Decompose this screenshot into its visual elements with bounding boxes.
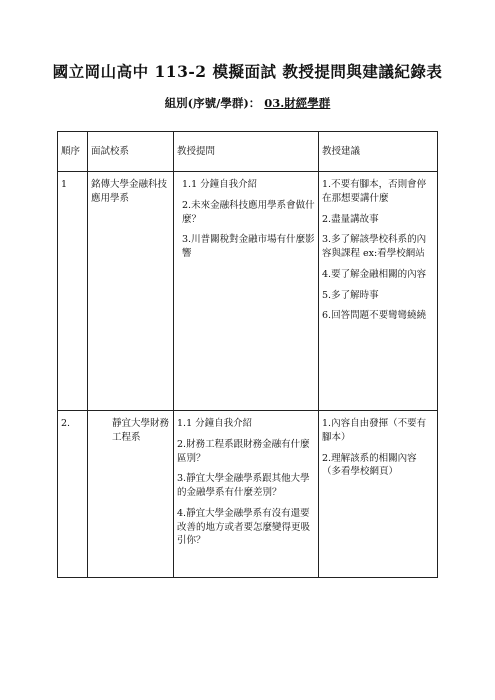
- header-questions: 教授提問: [174, 132, 319, 172]
- row-questions: [174, 172, 319, 411]
- question-item: 2.財務工程系跟財務金融有什麼區別？: [177, 438, 310, 464]
- advice-item: 6.回答問題不要彎彎繞繞: [322, 310, 427, 322]
- question-item: 1.1 分鐘自我介紹: [177, 418, 253, 429]
- row-advice: [319, 411, 438, 578]
- advice-item: 3.多了解該學校科系的內容與課程 ex:看學校網站: [322, 234, 427, 260]
- advice-item: 2.理解該系的相關內容（多看學校網頁）: [322, 452, 417, 478]
- table-row: [58, 411, 438, 578]
- header-order: 順序: [58, 132, 88, 172]
- advice-item: 1.不要有腳本，否則會停在那想要講什麼: [322, 179, 427, 204]
- header-advice: 教授建議: [319, 132, 438, 172]
- question-item: 4.靜宜大學金融學系有沒有還要改善的地方或者要怎麼變得更吸引你？: [177, 507, 311, 547]
- row-order: 2.: [58, 411, 88, 578]
- advice-item: 4.要了解金融相關的內容: [322, 268, 427, 280]
- group-label: 組別(序號/學群)：: [164, 96, 261, 110]
- header-school: 面試校系: [88, 132, 174, 172]
- row-order: 1: [58, 172, 88, 411]
- question-item: 3.川普關稅對金融市場有什麼影響: [182, 234, 315, 260]
- advice-item: 5.多了解時事: [322, 289, 379, 301]
- row-advice: [319, 172, 438, 411]
- header-row: [58, 132, 438, 172]
- row-school: 靜宜大學財務工程系: [88, 411, 174, 578]
- group-value: 03.財經學群: [264, 96, 331, 110]
- page-title: 國立岡山高中 113-2 模擬面試 教授提問與建議紀錄表: [52, 62, 443, 81]
- question-item: 2.未來金融科技應用學系會做什麼？: [182, 199, 315, 225]
- row-questions: [174, 411, 319, 578]
- advice-item: 1.內容自由發揮（不要有腳本）: [322, 418, 427, 443]
- table-row: [58, 172, 438, 411]
- question-item: 3.靜宜大學金融學系跟其他大學的金融學系有什麼差別？: [177, 473, 310, 499]
- advice-item: 2.盡量講故事: [322, 213, 379, 225]
- record-table: [57, 131, 438, 578]
- row-school: 銘傳大學金融科技應用學系: [88, 172, 174, 411]
- group-line: [0, 95, 495, 111]
- question-item: 1.1 分鐘自我介紹: [182, 179, 258, 190]
